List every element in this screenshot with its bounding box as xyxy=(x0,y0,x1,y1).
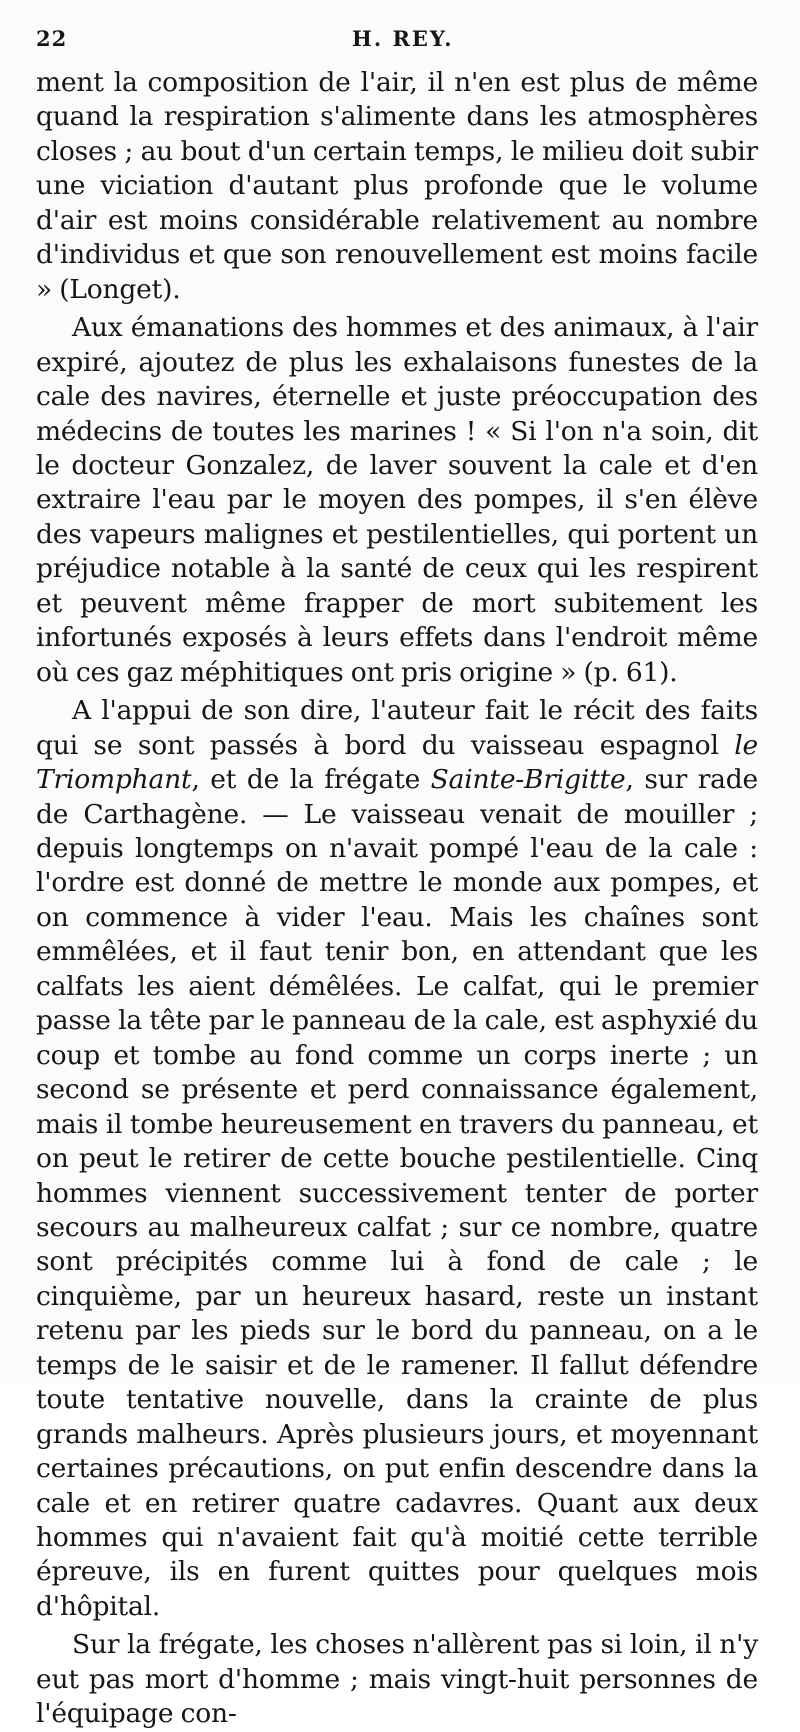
running-title: H. REY. xyxy=(352,26,454,51)
paragraph-text: Sur la frégate, les choses n'allèrent pas si loin, il n'y eut pas mort d'homme ; mais vingt-huit personnes de l'équipage con- xyxy=(36,1629,758,1730)
paragraph xyxy=(36,66,758,307)
paragraph-text: , et de la frégate xyxy=(191,764,431,796)
ship-name: Sainte-Brigitte xyxy=(430,764,626,796)
paragraph-text: ment la composition de l'air, il n'en est plus de même quand la respiration s'alimente dans les atmosphères closes ; au bout d'un certain temps, le milieu doit subir une viciation d'autant plus profonde que le volume d'air est moins considérable relativement au nombre d'individus et que son renouvellement est moins facile » (Longet). xyxy=(36,67,758,305)
paragraph-text: , sur rade de Carthagène. — Le vaisseau venait de mouiller ; depuis longtemps on n'avait pompé l'eau de la cale : l'ordre est donné de mettre le monde aux pompes, et on commence à vider l'eau. Mais les chaînes sont emmêlées, et il faut tenir bon, en attendant que les calfats les aient démêlées. Le calfat, qui le premier passe la tête par le panneau de la cale, est asphyxié du coup et tombe au fond comme un corps inerte ; un second se présente et perd connaissance également, mais il tombe heureusement en travers du panneau, et on peut le retirer de cette bouche pestilentielle. Cinq hommes viennent successivement tenter de porter secours au malheureux calfat ; sur ce nombre, quatre sont précipités comme lui à fond de cale ; le cinquième, par un heureux hasard, reste un instant retenu par les pieds sur le bord du panneau, on a le temps de le saisir et de le ramener. Il fallut défendre toute tentative nouvelle, dans la crainte de plus grands malheurs. Après plusieurs jours, et moyennant certaines précautions, on put enfin descendre dans la cale et en retirer quatre cadavres. Quant aux deux hommes qui n'avaient fait qu'à moitié cette terrible épreuve, ils en furent quittes pour quelques mois d'hôpital. xyxy=(36,764,759,1622)
body-text xyxy=(36,66,758,1732)
paragraph xyxy=(36,1628,758,1731)
paragraph-text: A l'appui de son dire, l'auteur fait le récit des faits qui se sont passés à bord du vaisseau espagnol xyxy=(36,695,758,761)
running-header xyxy=(36,26,758,60)
page-number: 22 xyxy=(36,26,68,51)
paragraph xyxy=(36,694,758,1624)
paragraph-text: Aux émanations des hommes et des animaux, à l'air expiré, ajoutez de plus les exhalaisons funestes de la cale des navires, éternelle et juste préoccupation des médecins de toutes les marines ! « Si l'on n'a soin, dit le docteur Gonzalez, de laver souvent la cale et d'en extraire l'eau par le moyen des pompes, il s'en élève des vapeurs malignes et pestilentielles, qui portent un préjudice notable à la santé de ceux qui les respirent et peuvent même frapper de mort subitement les infortunés exposés à leurs effets dans l'endroit même où ces gaz méphitiques ont pris origine » (p. 61). xyxy=(36,312,758,688)
paragraph xyxy=(36,311,758,690)
ship-name: le Triomphant xyxy=(36,729,758,796)
